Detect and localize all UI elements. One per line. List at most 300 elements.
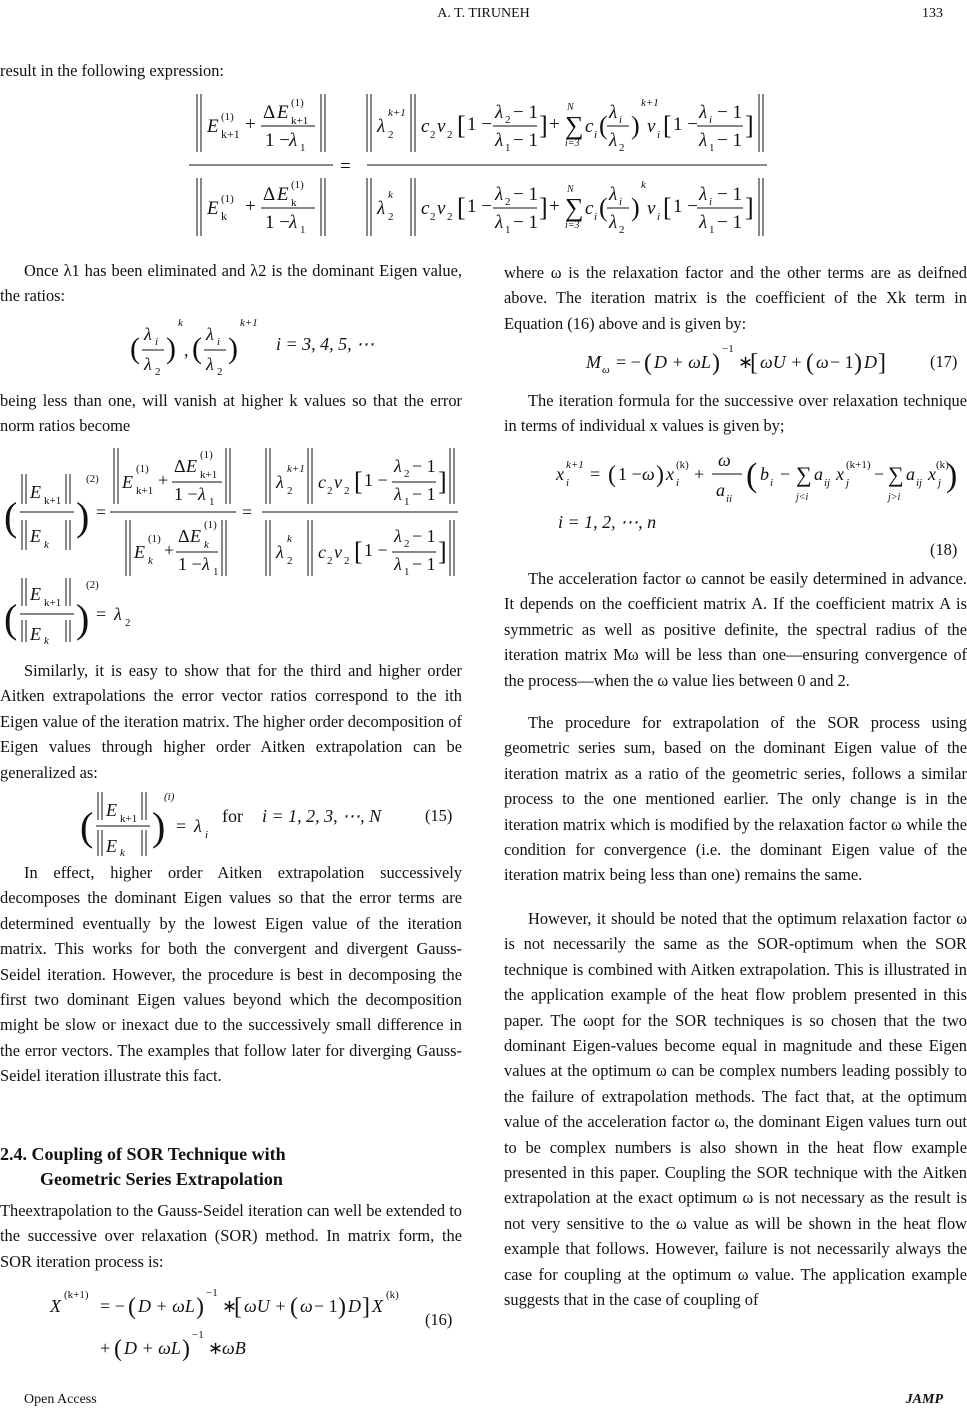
svg-text:,: , (184, 340, 189, 360)
svg-text:− 1: − 1 (513, 212, 538, 233)
svg-text:1 −: 1 − (174, 484, 198, 504)
svg-text:i: i (709, 114, 713, 126)
svg-text:c: c (318, 472, 326, 492)
svg-text:2: 2 (447, 211, 453, 223)
svg-text:(2): (2) (86, 473, 99, 485)
svg-text:∗: ∗ (738, 352, 754, 372)
svg-text:(: ( (80, 804, 94, 849)
left-para-4: In effect, higher order Aitken extrapolation successively decomposes the dominant Eigen values so that the error terms are determined eventually by the lowest Eigen value of the iteration matrix. This works for both the convergent and divergent Gauss-Seidel iteration. However, the procedure is best in decomposing the first two dominant Eigen values beyond which the decomposition might be slow or inexact due to the successively small difference in the error vectors. The examples that follow later for diverging Gauss-Seidel iteration illustrate this fact. (0, 863, 462, 1086)
svg-text:k+1: k+1 (641, 97, 659, 109)
svg-text:i: i (657, 129, 661, 141)
svg-text:ω: ω (718, 450, 731, 470)
svg-text:(1): (1) (291, 179, 304, 191)
svg-text:(: ( (114, 1336, 122, 1362)
svg-text:2: 2 (430, 211, 436, 223)
svg-text:[: [ (663, 193, 672, 222)
svg-text:M: M (586, 352, 601, 372)
eq17-iteration-matrix (586, 340, 906, 380)
svg-text:(k+1): (k+1) (846, 459, 871, 471)
svg-text:E: E (186, 456, 197, 476)
svg-text:c: c (585, 116, 594, 137)
svg-text:− 1: − 1 (717, 184, 742, 205)
svg-text:2: 2 (430, 129, 436, 141)
svg-text:]: ] (878, 350, 886, 376)
svg-text:λ: λ (206, 324, 214, 344)
svg-text:λ: λ (495, 102, 504, 123)
svg-text:2: 2 (388, 211, 394, 223)
svg-text:k: k (221, 209, 227, 223)
svg-text:(: ( (644, 350, 652, 376)
svg-text:N: N (567, 184, 574, 195)
footer-journal: JAMP (905, 1392, 943, 1407)
svg-text:+: + (694, 464, 705, 484)
svg-text:λ: λ (495, 130, 504, 151)
svg-text:k: k (120, 847, 125, 859)
svg-text:(i): (i) (164, 791, 175, 803)
svg-text:D + ωL: D + ωL (124, 1338, 181, 1358)
svg-text:2: 2 (505, 114, 511, 126)
svg-text:1: 1 (300, 224, 306, 236)
eq16-sor-matrix-form (50, 1282, 410, 1366)
svg-text:i: i (770, 477, 774, 489)
svg-text:(: ( (192, 332, 202, 365)
svg-text:=: = (176, 816, 187, 836)
svg-text:): ) (76, 494, 90, 539)
svg-text:1 −: 1 − (467, 114, 492, 135)
svg-text:k+1: k+1 (136, 485, 154, 497)
svg-text:2: 2 (327, 485, 333, 497)
svg-text:λ: λ (609, 102, 618, 123)
svg-text:λ: λ (289, 212, 298, 233)
svg-text:X: X (50, 1296, 61, 1316)
svg-text:+: + (549, 114, 560, 135)
svg-text:λ: λ (495, 212, 504, 233)
svg-text:c: c (318, 542, 326, 562)
svg-text:1 −: 1 − (364, 540, 388, 560)
svg-text:∗: ∗ (208, 1338, 224, 1358)
svg-text:=: = (590, 464, 601, 484)
svg-text:Δ: Δ (174, 456, 186, 476)
svg-text:E: E (30, 584, 41, 604)
svg-text:x: x (556, 464, 564, 484)
svg-text:i: i (594, 129, 598, 141)
svg-text:v: v (437, 198, 446, 219)
right-para-3: The acceleration factor ω cannot be easily determined in advance. It depends on the coefficient matrix A. If the coefficient matrix A is symmetric as well as positive definite, the spectral radius of the iteration matrix Mω will be less than one—ensuring convergence of the process—when the ω value lies between 0 and 2. (504, 569, 967, 690)
svg-text:2: 2 (125, 617, 131, 629)
svg-text:k: k (287, 533, 292, 545)
svg-text:[: [ (354, 537, 363, 566)
svg-text:v: v (334, 542, 342, 562)
svg-text:1: 1 (709, 142, 715, 154)
svg-text:): ) (946, 457, 958, 494)
svg-text:λ: λ (198, 484, 206, 504)
svg-text:λ: λ (609, 212, 618, 233)
svg-text:): ) (712, 350, 720, 376)
svg-text:+: + (245, 114, 256, 135)
svg-text:− 1: − 1 (513, 184, 538, 205)
svg-text:1 −: 1 − (265, 130, 290, 151)
svg-text:1 −: 1 − (178, 554, 202, 574)
svg-text:(: ( (4, 596, 18, 641)
svg-text:(k): (k) (676, 459, 689, 471)
right-para-5: However, it should be noted that the optimum relaxation factor ω is not necessarily the same as the SOR-optimum when the SOR technique is combined with Aitken extrapolation. This is illustrated in the application example of the heat flow problem presented in this paper. The ωopt for the SOR techniques is so chosen that the two dominant Eigen-values become equal in magnitude and these Eigen values at the optimum ω can be complex numbers leading possibly to the failure of extrapolation methods. The fact that, at the optimum value of the acceleration factor ω, the dominant Eigen values turn out to be complex numbers is also shown in the heat flow example presented in this paper. Coupling the SOR technique with the Aitken extrapolation at the exact optimum ω is not necessary as the result is not very sensitive to the ω value as will be shown in the heat flow example that follows. However, failure is not necessarily always the case for coupling at the optimum ω value. The application example suggests that in the case of coupling of (504, 909, 967, 1310)
svg-text:1: 1 (709, 224, 715, 236)
svg-text:ω: ω (300, 1296, 313, 1316)
svg-text:+: + (245, 196, 256, 217)
svg-text:=: = (242, 502, 253, 522)
svg-text:[: [ (663, 111, 672, 140)
svg-text:k+1: k+1 (240, 317, 258, 329)
svg-text:): ) (228, 332, 238, 365)
svg-text:E: E (30, 624, 41, 644)
svg-text:(: ( (290, 1294, 298, 1320)
svg-text:λ: λ (699, 184, 708, 205)
svg-text:E: E (190, 526, 201, 546)
svg-text:1: 1 (505, 142, 511, 154)
svg-text:(k): (k) (936, 459, 949, 471)
svg-text:λ: λ (394, 484, 402, 504)
svg-text:x: x (666, 464, 674, 484)
left-para-5: Theextrapolation to the Gauss-Seidel iteration can well be extended to the successive over relaxation (SOR) method. In matrix form, the SOR iteration process is: (0, 1201, 462, 1271)
svg-text:− 1: − 1 (513, 102, 538, 123)
svg-text:2: 2 (447, 129, 453, 141)
svg-text:= −: = − (616, 352, 641, 372)
svg-text:E: E (106, 836, 117, 856)
svg-text:c: c (421, 116, 430, 137)
svg-text:k+1: k+1 (566, 459, 584, 471)
svg-text:E: E (277, 184, 289, 205)
svg-text:2: 2 (505, 196, 511, 208)
svg-text:]: ] (745, 193, 754, 222)
svg-text:−1: −1 (206, 1287, 218, 1299)
right-para-1: where ω is the relaxation factor and the other terms are as deifned above. The iteration matrix is the coefficient of the Xk term in Equation (16) above and is given by: (504, 263, 967, 333)
eq18-number: (18) (930, 540, 958, 559)
svg-text:]: ] (362, 1294, 370, 1320)
svg-text:c: c (585, 198, 594, 219)
svg-text:a: a (716, 480, 725, 500)
svg-text:j>i: j>i (888, 492, 901, 503)
svg-text:1: 1 (505, 224, 511, 236)
svg-text:λ: λ (377, 116, 386, 137)
left-para-3: Similarly, it is easy to show that for the third and higher order Aitken extrapolations the error vector ratios correspond to the ith Eigen value of the iteration matrix. The higher order decomposition of Eigen values through higher order Aitken extrapolation can be generalized as: (0, 661, 462, 782)
svg-text:[: [ (457, 111, 466, 140)
ratio-range: i = 3, 4, 5, ⋯ (276, 334, 375, 354)
svg-text:λ: λ (276, 542, 284, 562)
svg-text:λ: λ (394, 526, 402, 546)
svg-text:= −: = − (100, 1296, 125, 1316)
svg-text:2: 2 (404, 468, 410, 480)
svg-text:k: k (204, 539, 209, 551)
svg-text:E: E (207, 116, 219, 137)
svg-text:(1): (1) (200, 449, 213, 461)
svg-text:): ) (196, 1294, 204, 1320)
svg-text:]: ] (539, 111, 548, 140)
svg-text:D + ωL: D + ωL (654, 352, 711, 372)
svg-text:ω: ω (602, 364, 610, 376)
svg-text:ij: ij (824, 477, 831, 489)
svg-text:λ: λ (202, 554, 210, 574)
svg-text:E: E (277, 102, 289, 123)
svg-text:−1: −1 (192, 1329, 204, 1341)
svg-text:k+1: k+1 (388, 107, 406, 119)
svg-text:i: i (155, 336, 159, 348)
svg-text:λ: λ (699, 102, 708, 123)
svg-text:=: = (96, 604, 107, 624)
svg-text:1: 1 (404, 496, 410, 508)
svg-text:j<i: j<i (796, 492, 809, 503)
svg-text:): ) (182, 1336, 190, 1362)
svg-text:− 1: − 1 (412, 456, 436, 476)
svg-text:): ) (631, 193, 640, 222)
svg-text:λ: λ (194, 816, 202, 836)
svg-text:(: ( (128, 1294, 136, 1320)
running-author: A. T. TIRUNEH (437, 6, 530, 21)
svg-text:−: − (874, 464, 885, 484)
svg-text:2: 2 (287, 555, 293, 567)
footer-open-access: Open Access (24, 1392, 97, 1407)
svg-text:k+1: k+1 (44, 597, 62, 609)
svg-text:(1): (1) (221, 111, 234, 123)
svg-text:]: ] (539, 193, 548, 222)
svg-text:ω: ω (816, 352, 829, 372)
svg-text:E: E (122, 472, 133, 492)
svg-text:1 −: 1 − (673, 114, 698, 135)
svg-text:1 −: 1 − (673, 196, 698, 217)
svg-text:+: + (100, 1338, 111, 1358)
svg-text:2: 2 (388, 129, 394, 141)
svg-text:− 1: − 1 (717, 102, 742, 123)
svg-text:∑: ∑ (796, 462, 812, 487)
svg-text:1: 1 (213, 566, 219, 578)
svg-text:x: x (836, 464, 844, 484)
svg-text:(1): (1) (204, 519, 217, 531)
svg-text:1: 1 (209, 496, 215, 508)
svg-text:k+1: k+1 (120, 813, 138, 825)
svg-text:(1): (1) (136, 463, 149, 475)
svg-text:): ) (152, 804, 166, 849)
svg-text:): ) (76, 596, 90, 641)
svg-text:λ: λ (609, 130, 618, 151)
svg-text:+: + (158, 470, 169, 490)
svg-text:(: ( (608, 462, 616, 488)
svg-text:2: 2 (344, 485, 350, 497)
svg-text:v: v (647, 116, 656, 137)
svg-text:− 1: − 1 (412, 554, 436, 574)
eq15-range: i = 1, 2, 3, ⋯, N (262, 806, 382, 826)
svg-text:k: k (44, 635, 49, 647)
eq17-number: (17) (930, 352, 958, 371)
svg-text:i: i (594, 211, 598, 223)
svg-text:Δ: Δ (263, 102, 276, 123)
svg-text:c: c (421, 198, 430, 219)
svg-text:Δ: Δ (263, 184, 276, 205)
svg-text:−: − (780, 464, 791, 484)
svg-text:x: x (928, 464, 936, 484)
svg-text:∑: ∑ (565, 111, 584, 140)
svg-text:2: 2 (344, 555, 350, 567)
eq18-range: i = 1, 2, ⋯, n (558, 512, 657, 532)
svg-text:): ) (656, 462, 664, 488)
svg-text:k: k (641, 179, 646, 191)
svg-text:D + ωL: D + ωL (138, 1296, 195, 1316)
svg-text:λ: λ (394, 456, 402, 476)
page-header (0, 6, 967, 28)
svg-text:i: i (709, 196, 713, 208)
top-error-ratio-equation (185, 86, 775, 246)
eq15-for: for (222, 806, 243, 826)
svg-text:k+1: k+1 (200, 469, 218, 481)
svg-text:E: E (30, 526, 41, 546)
svg-text:− 1: − 1 (830, 352, 854, 372)
svg-text:1 −: 1 − (364, 470, 388, 490)
svg-text:ωU +: ωU + (244, 1296, 287, 1316)
svg-text:1: 1 (404, 566, 410, 578)
svg-text:(: ( (746, 457, 758, 494)
svg-text:(: ( (4, 494, 18, 539)
svg-text:i: i (566, 477, 570, 489)
svg-text:k: k (44, 539, 49, 551)
svg-text:− 1: − 1 (717, 130, 742, 151)
svg-text:): ) (631, 111, 640, 140)
svg-text:j: j (938, 477, 942, 489)
svg-text:2: 2 (287, 485, 293, 497)
svg-text:∑: ∑ (888, 462, 904, 487)
section-heading: 2.4. Coupling of SOR Technique with Geometric Series Extrapolation (0, 1144, 286, 1189)
svg-text:[: [ (457, 193, 466, 222)
svg-text:k: k (388, 189, 393, 201)
error-norm-ratio-equation (4, 444, 464, 647)
svg-text:λ: λ (699, 212, 708, 233)
svg-text:λ: λ (144, 354, 152, 374)
svg-text:− 1: − 1 (314, 1296, 338, 1316)
svg-text:1 −: 1 − (618, 464, 642, 484)
svg-text:i: i (676, 477, 680, 489)
svg-text:k+1: k+1 (291, 115, 309, 127)
svg-text:=: = (340, 156, 351, 177)
svg-text:− 1: − 1 (412, 484, 436, 504)
svg-text:]: ] (745, 111, 754, 140)
svg-text:[: [ (750, 350, 758, 376)
svg-text:2: 2 (155, 366, 161, 378)
svg-text:v: v (437, 116, 446, 137)
svg-text:2: 2 (619, 224, 625, 236)
svg-text:2: 2 (327, 555, 333, 567)
svg-text:k+1: k+1 (287, 463, 305, 475)
svg-text:λ: λ (377, 198, 386, 219)
svg-text:]: ] (438, 467, 447, 496)
svg-text:ii: ii (726, 493, 733, 505)
svg-text:2: 2 (217, 366, 223, 378)
svg-text:λ: λ (699, 130, 708, 151)
svg-text:E: E (207, 198, 219, 219)
svg-text:(2): (2) (86, 579, 99, 591)
svg-text:(k+1): (k+1) (64, 1289, 89, 1301)
right-para-2: The iteration formula for the successive over relaxation technique in terms of individual x values is given by; (504, 391, 967, 436)
svg-text:k: k (291, 197, 297, 209)
left-para-2: being less than one, will vanish at higher k values so that the error norm ratios become (0, 391, 462, 436)
svg-text:i: i (657, 211, 661, 223)
svg-text:i: i (619, 196, 623, 208)
svg-text:k: k (148, 555, 153, 567)
right-para-4: The procedure for extrapolation of the SOR process using geometric series sum, based on the dominant Eigen value of the iteration matrix as a ratio of the geometric series, follows a similar process to the one mentioned earlier. The only change is in the iteration matrix which is modified by the relaxation factor ω while the condition for convergence (i.e. the dominant Eigen value of the iteration matrix being less than one) remains the same. (504, 713, 967, 885)
svg-text:v: v (647, 198, 656, 219)
eq16-number: (16) (425, 1310, 453, 1329)
svg-text:): ) (854, 350, 862, 376)
svg-text:−1: −1 (722, 343, 734, 355)
svg-text:(: ( (806, 350, 814, 376)
svg-text:λ: λ (206, 354, 214, 374)
svg-text:[: [ (234, 1294, 242, 1320)
svg-text:i: i (205, 829, 209, 841)
svg-text:− 1: − 1 (412, 526, 436, 546)
left-para-1: Once λ1 has been eliminated and λ2 is the dominant Eigen value, the ratios: (0, 261, 462, 306)
svg-text:λ: λ (114, 604, 122, 624)
svg-text:k: k (178, 317, 183, 329)
svg-text:(k): (k) (386, 1289, 399, 1301)
svg-text:]: ] (438, 537, 447, 566)
svg-text:− 1: − 1 (513, 130, 538, 151)
svg-text:ωU +: ωU + (760, 352, 803, 372)
svg-text:): ) (166, 332, 176, 365)
svg-text:1 −: 1 − (467, 196, 492, 217)
eq15-number: (15) (425, 806, 453, 825)
svg-text:i=3: i=3 (565, 138, 580, 149)
svg-text:D: D (864, 352, 877, 372)
svg-text:k+1: k+1 (221, 127, 240, 141)
svg-text:(1): (1) (148, 533, 161, 545)
svg-text:[: [ (354, 467, 363, 496)
svg-text:(1): (1) (291, 97, 304, 109)
svg-text:(1): (1) (221, 193, 234, 205)
svg-text:a: a (906, 464, 915, 484)
page-number: 133 (922, 6, 943, 21)
svg-text:λ: λ (276, 472, 284, 492)
svg-text:1: 1 (300, 142, 306, 154)
svg-text:i: i (217, 336, 221, 348)
svg-text:D: D (348, 1296, 361, 1316)
svg-text:− 1: − 1 (717, 212, 742, 233)
intro-text: result in the following expression: (0, 61, 224, 80)
svg-text:E: E (134, 542, 145, 562)
svg-text:j: j (846, 477, 850, 489)
svg-text:2: 2 (619, 142, 625, 154)
svg-text:1 −: 1 − (265, 212, 290, 233)
svg-text:+: + (549, 196, 560, 217)
svg-text:+: + (164, 540, 175, 560)
svg-text:E: E (30, 482, 41, 502)
svg-text:(: ( (130, 332, 140, 365)
svg-text:N: N (567, 102, 574, 113)
svg-text:2: 2 (404, 538, 410, 550)
svg-text:Δ: Δ (178, 526, 190, 546)
svg-text:): ) (338, 1294, 346, 1320)
svg-text:λ: λ (394, 554, 402, 574)
svg-text:ω: ω (642, 464, 655, 484)
svg-text:λ: λ (289, 130, 298, 151)
svg-text:i=3: i=3 (565, 220, 580, 231)
svg-text:b: b (760, 464, 769, 484)
svg-text:λ: λ (144, 324, 152, 344)
svg-text:∗: ∗ (222, 1296, 238, 1316)
svg-text:ωB: ωB (222, 1338, 246, 1358)
svg-text:(: ( (599, 193, 608, 222)
svg-text:a: a (814, 464, 823, 484)
svg-text:(: ( (599, 111, 608, 140)
svg-text:i: i (619, 114, 623, 126)
svg-text:k+1: k+1 (44, 495, 62, 507)
svg-text:v: v (334, 472, 342, 492)
svg-text:λ: λ (495, 184, 504, 205)
